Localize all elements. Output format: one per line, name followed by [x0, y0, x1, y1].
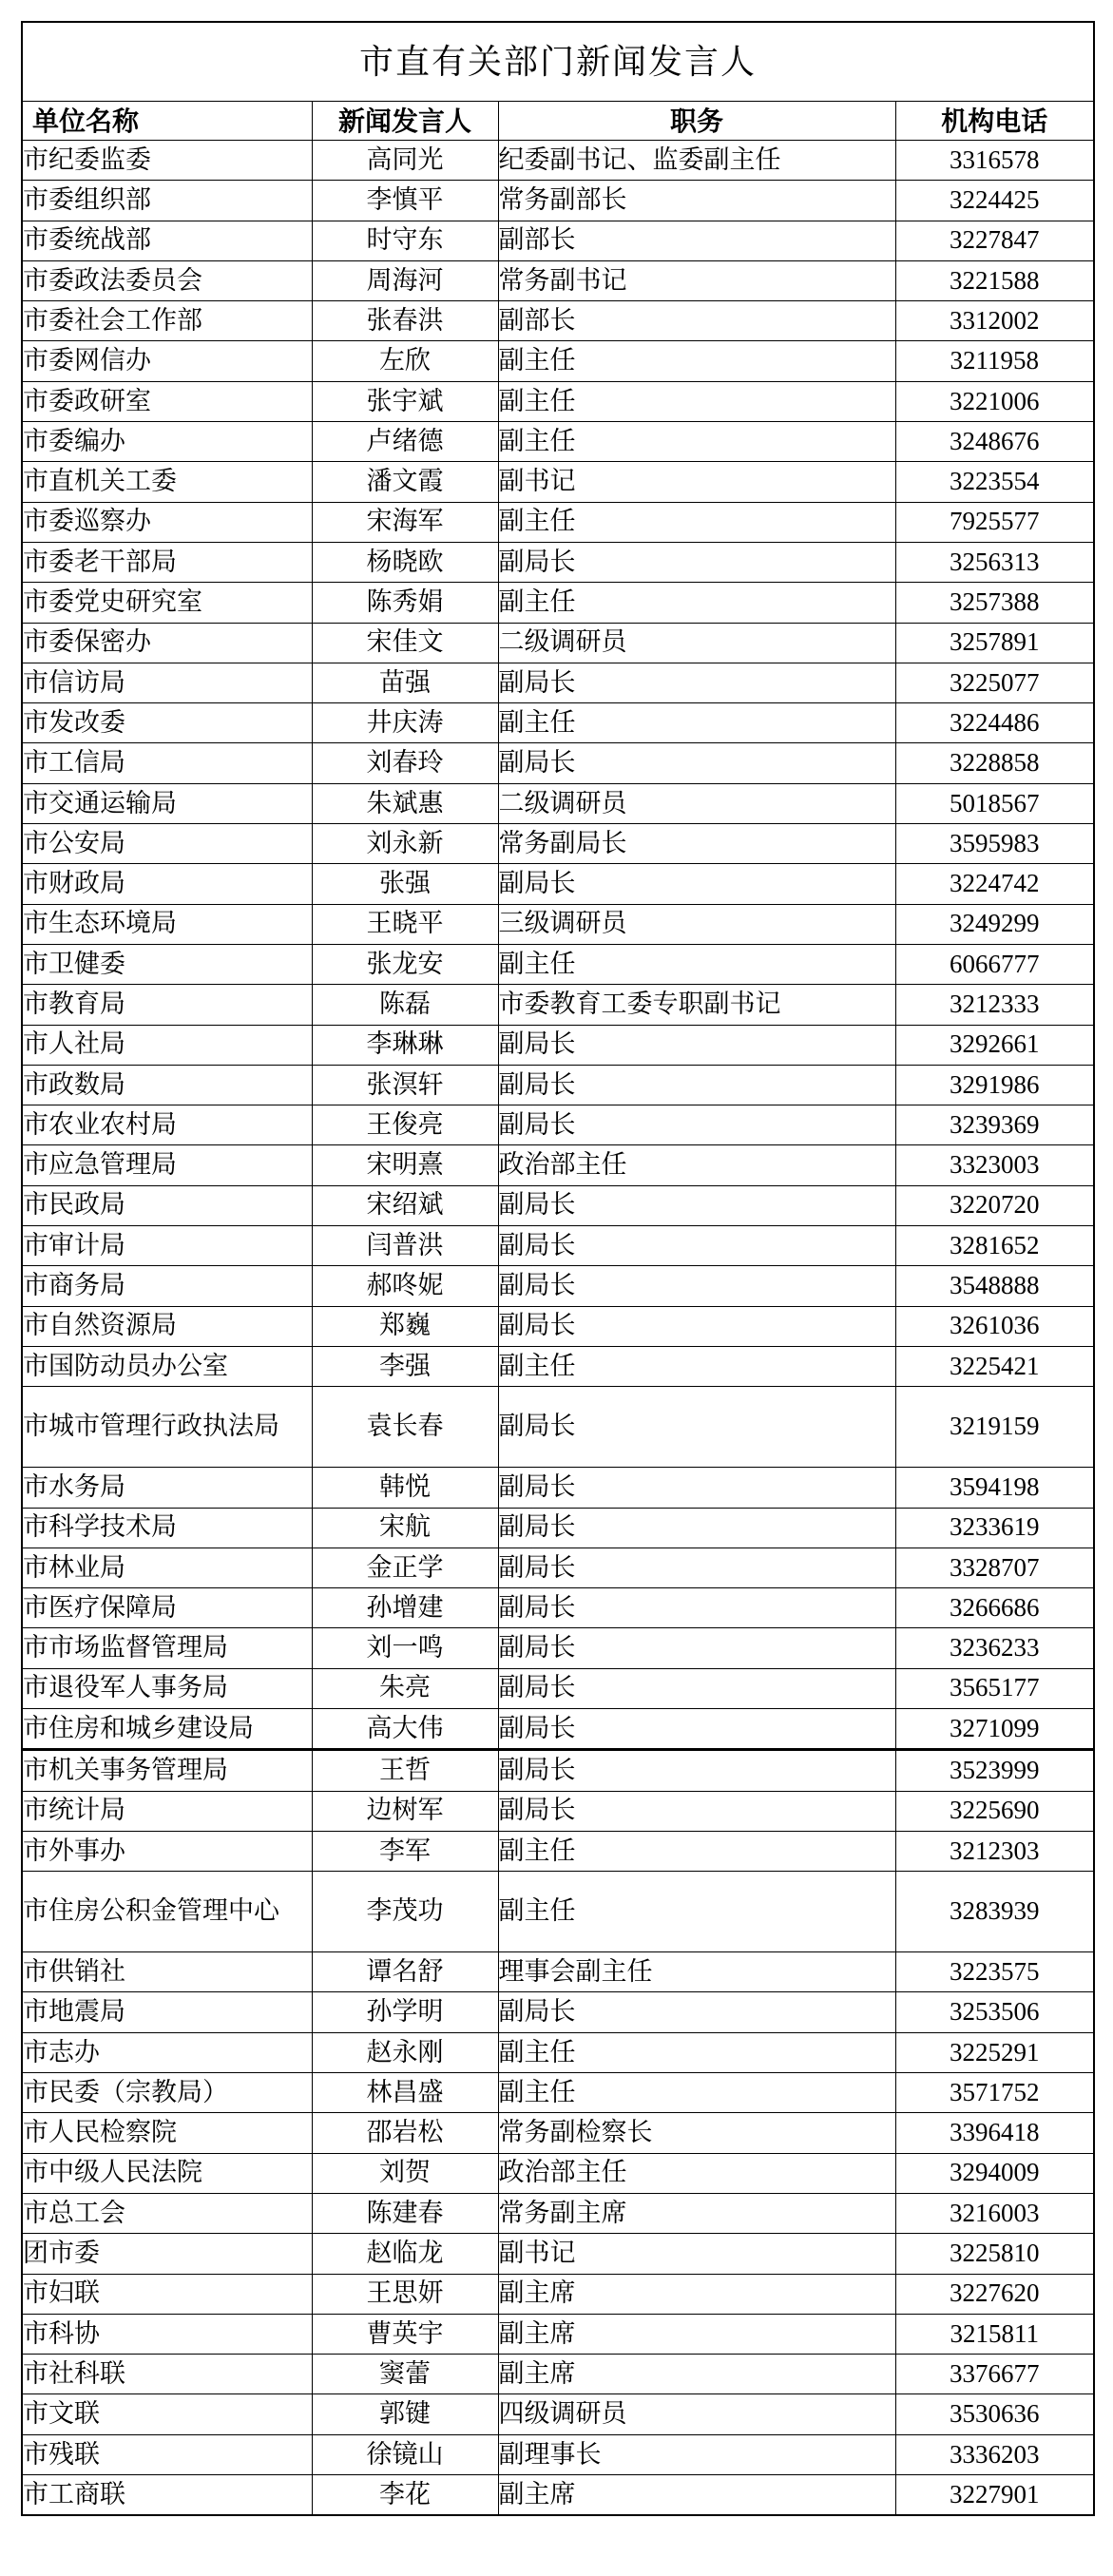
page-title: 市直有关部门新闻发言人	[22, 22, 1094, 102]
position-cell: 副局长	[498, 1708, 895, 1749]
position-cell: 副主席	[498, 2314, 895, 2354]
unit-name-cell: 市交通运输局	[22, 783, 312, 823]
unit-name-cell: 市信访局	[22, 663, 312, 702]
unit-name-cell: 市工信局	[22, 743, 312, 783]
phone-cell: 3223554	[895, 462, 1094, 502]
spokesperson-cell: 宋绍斌	[312, 1185, 498, 1225]
table-row	[22, 1468, 1094, 1508]
spokesperson-cell: 宋佳文	[312, 623, 498, 663]
unit-name-cell: 市统计局	[22, 1791, 312, 1831]
table-row	[22, 301, 1094, 341]
position-cell: 副主任	[498, 1346, 895, 1386]
table-row	[22, 1668, 1094, 1708]
spokesperson-cell: 陈建春	[312, 2193, 498, 2233]
position-cell: 副主席	[498, 2355, 895, 2394]
spokesperson-cell: 宋明熹	[312, 1145, 498, 1185]
spokesperson-cell: 张溟轩	[312, 1065, 498, 1105]
spokesperson-document	[21, 21, 1093, 2516]
phone-cell: 3228858	[895, 743, 1094, 783]
position-cell: 常务副部长	[498, 181, 895, 221]
table-row	[22, 904, 1094, 944]
phone-cell: 3283939	[895, 1872, 1094, 1952]
table-row	[22, 2153, 1094, 2193]
position-cell: 副局长	[498, 1065, 895, 1105]
phone-cell: 6066777	[895, 944, 1094, 984]
position-cell: 副局长	[498, 1508, 895, 1548]
spokesperson-cell: 井庆涛	[312, 703, 498, 743]
phone-cell: 3227620	[895, 2274, 1094, 2314]
position-cell: 副局长	[498, 1306, 895, 1346]
table-row	[22, 583, 1094, 623]
position-cell: 副局长	[498, 1750, 895, 1791]
position-cell: 副局长	[498, 1387, 895, 1468]
table-row	[22, 1628, 1094, 1668]
unit-name-cell: 市林业局	[22, 1548, 312, 1587]
unit-name-cell: 市发改委	[22, 703, 312, 743]
column-header-spokesperson: 新闻发言人	[312, 102, 498, 141]
unit-name-cell: 市应急管理局	[22, 1145, 312, 1185]
unit-name-cell: 市教育局	[22, 985, 312, 1025]
spokesperson-cell: 张强	[312, 864, 498, 904]
spokesperson-cell: 高大伟	[312, 1708, 498, 1749]
spokesperson-cell: 李慎平	[312, 181, 498, 221]
position-cell: 副局长	[498, 864, 895, 904]
table-row	[22, 1791, 1094, 1831]
position-cell: 副书记	[498, 2234, 895, 2274]
table-row	[22, 2234, 1094, 2274]
table-row	[22, 703, 1094, 743]
unit-name-cell: 市科协	[22, 2314, 312, 2354]
table-row	[22, 2073, 1094, 2113]
position-cell: 常务副局长	[498, 824, 895, 864]
table-row	[22, 462, 1094, 502]
unit-name-cell: 市委政研室	[22, 381, 312, 421]
spokesperson-cell: 窦蕾	[312, 2355, 498, 2394]
unit-name-cell: 市委编办	[22, 422, 312, 462]
spokesperson-cell: 李茂功	[312, 1872, 498, 1952]
position-cell: 副局长	[498, 1992, 895, 2032]
spokesperson-cell: 郭键	[312, 2394, 498, 2434]
unit-name-cell: 市供销社	[22, 1952, 312, 1992]
unit-name-cell: 市人民检察院	[22, 2113, 312, 2153]
table-row	[22, 221, 1094, 260]
phone-cell: 3253506	[895, 1992, 1094, 2032]
spokesperson-cell: 李军	[312, 1831, 498, 1871]
unit-name-cell: 市生态环境局	[22, 904, 312, 944]
unit-name-cell: 市总工会	[22, 2193, 312, 2233]
phone-cell: 3594198	[895, 1468, 1094, 1508]
spokesperson-cell: 赵永刚	[312, 2032, 498, 2072]
spokesperson-cell: 左欣	[312, 341, 498, 381]
table-row	[22, 1346, 1094, 1386]
spokesperson-cell: 陈秀娟	[312, 583, 498, 623]
position-cell: 副主任	[498, 1831, 895, 1871]
spokesperson-cell: 宋海军	[312, 502, 498, 542]
position-cell: 副主任	[498, 341, 895, 381]
table-row	[22, 1105, 1094, 1145]
phone-cell: 3257388	[895, 583, 1094, 623]
spokesperson-cell: 高同光	[312, 141, 498, 181]
table-row	[22, 864, 1094, 904]
unit-name-cell: 团市委	[22, 2234, 312, 2274]
phone-cell: 3523999	[895, 1750, 1094, 1791]
spokesperson-cell: 邵岩松	[312, 2113, 498, 2153]
phone-cell: 3216003	[895, 2193, 1094, 2233]
spokesperson-cell: 王晓平	[312, 904, 498, 944]
table-row	[22, 1065, 1094, 1105]
phone-cell: 3221006	[895, 381, 1094, 421]
table-row	[22, 1145, 1094, 1185]
table-row	[22, 1750, 1094, 1791]
table-row	[22, 985, 1094, 1025]
unit-name-cell: 市外事办	[22, 1831, 312, 1871]
phone-cell: 3233619	[895, 1508, 1094, 1548]
unit-name-cell: 市委政法委员会	[22, 260, 312, 300]
unit-name-cell: 市委统战部	[22, 221, 312, 260]
phone-cell: 3212333	[895, 985, 1094, 1025]
spokesperson-cell: 刘春玲	[312, 743, 498, 783]
phone-cell: 3548888	[895, 1266, 1094, 1306]
unit-name-cell: 市市场监督管理局	[22, 1628, 312, 1668]
phone-cell: 3266686	[895, 1588, 1094, 1628]
table-title-row	[22, 22, 1094, 102]
phone-cell: 3220720	[895, 1185, 1094, 1225]
spokesperson-cell: 张宇斌	[312, 381, 498, 421]
spokesperson-cell: 金正学	[312, 1548, 498, 1587]
phone-cell: 3323003	[895, 1145, 1094, 1185]
unit-name-cell: 市文联	[22, 2394, 312, 2434]
table-row	[22, 1952, 1094, 1992]
unit-name-cell: 市地震局	[22, 1992, 312, 2032]
position-cell: 副书记	[498, 462, 895, 502]
phone-cell: 3328707	[895, 1548, 1094, 1587]
spokesperson-cell: 郝咚妮	[312, 1266, 498, 1306]
spokesperson-cell: 张龙安	[312, 944, 498, 984]
spokesperson-cell: 孙增建	[312, 1588, 498, 1628]
position-cell: 副局长	[498, 1025, 895, 1065]
phone-cell: 3312002	[895, 301, 1094, 341]
table-row	[22, 743, 1094, 783]
spokesperson-cell: 王哲	[312, 1750, 498, 1791]
position-cell: 副主任	[498, 422, 895, 462]
table-row	[22, 2032, 1094, 2072]
table-row	[22, 824, 1094, 864]
table-row	[22, 944, 1094, 984]
table-row	[22, 2475, 1094, 2516]
spokesperson-cell: 边树军	[312, 1791, 498, 1831]
table-row	[22, 1226, 1094, 1266]
position-cell: 副主任	[498, 502, 895, 542]
position-cell: 副主席	[498, 2475, 895, 2516]
position-cell: 副局长	[498, 1628, 895, 1668]
unit-name-cell: 市纪委监委	[22, 141, 312, 181]
spokesperson-cell: 朱斌惠	[312, 783, 498, 823]
spokesperson-cell: 李强	[312, 1346, 498, 1386]
unit-name-cell: 市委保密办	[22, 623, 312, 663]
table-row	[22, 141, 1094, 181]
column-header-unit: 单位名称	[22, 102, 312, 141]
unit-name-cell: 市住房和城乡建设局	[22, 1708, 312, 1749]
table-row	[22, 502, 1094, 542]
table-row	[22, 2314, 1094, 2354]
unit-name-cell: 市公安局	[22, 824, 312, 864]
position-cell: 副局长	[498, 1468, 895, 1508]
position-cell: 理事会副主任	[498, 1952, 895, 1992]
unit-name-cell: 市志办	[22, 2032, 312, 2072]
position-cell: 副局长	[498, 1266, 895, 1306]
position-cell: 副局长	[498, 1226, 895, 1266]
table-row	[22, 1025, 1094, 1065]
phone-cell: 3223575	[895, 1952, 1094, 1992]
position-cell: 副主任	[498, 2032, 895, 2072]
phone-cell: 3271099	[895, 1708, 1094, 1749]
unit-name-cell: 市工商联	[22, 2475, 312, 2516]
position-cell: 三级调研员	[498, 904, 895, 944]
spokesperson-cell: 李琳琳	[312, 1025, 498, 1065]
table-row	[22, 1266, 1094, 1306]
unit-name-cell: 市国防动员办公室	[22, 1346, 312, 1386]
spokesperson-cell: 潘文霞	[312, 462, 498, 502]
column-header-position: 职务	[498, 102, 895, 141]
phone-cell: 3225077	[895, 663, 1094, 702]
phone-cell: 3219159	[895, 1387, 1094, 1468]
phone-cell: 3281652	[895, 1226, 1094, 1266]
unit-name-cell: 市农业农村局	[22, 1105, 312, 1145]
spokesperson-cell: 王俊亮	[312, 1105, 498, 1145]
phone-cell: 3316578	[895, 141, 1094, 181]
phone-cell: 3225690	[895, 1791, 1094, 1831]
spokesperson-cell: 刘一鸣	[312, 1628, 498, 1668]
phone-cell: 3239369	[895, 1105, 1094, 1145]
spokesperson-cell: 朱亮	[312, 1668, 498, 1708]
spokesperson-cell: 谭名舒	[312, 1952, 498, 1992]
table-row	[22, 542, 1094, 582]
table-body	[22, 141, 1094, 2516]
phone-cell: 3261036	[895, 1306, 1094, 1346]
phone-cell: 3224425	[895, 181, 1094, 221]
phone-cell: 3225810	[895, 2234, 1094, 2274]
unit-name-cell: 市人社局	[22, 1025, 312, 1065]
table-row	[22, 663, 1094, 702]
position-cell: 副局长	[498, 542, 895, 582]
unit-name-cell: 市自然资源局	[22, 1306, 312, 1346]
table-row	[22, 1992, 1094, 2032]
position-cell: 副局长	[498, 1185, 895, 1225]
spokesperson-cell: 袁长春	[312, 1387, 498, 1468]
position-cell: 副主任	[498, 583, 895, 623]
position-cell: 副局长	[498, 1548, 895, 1587]
unit-name-cell: 市政数局	[22, 1065, 312, 1105]
table-row	[22, 422, 1094, 462]
unit-name-cell: 市民委（宗教局）	[22, 2073, 312, 2113]
table-row	[22, 1708, 1094, 1749]
position-cell: 副部长	[498, 301, 895, 341]
table-row	[22, 783, 1094, 823]
table-row	[22, 1508, 1094, 1548]
phone-cell: 3291986	[895, 1065, 1094, 1105]
column-header-phone: 机构电话	[895, 102, 1094, 141]
position-cell: 常务副主席	[498, 2193, 895, 2233]
phone-cell: 3530636	[895, 2394, 1094, 2434]
phone-cell: 3212303	[895, 1831, 1094, 1871]
table-row	[22, 1548, 1094, 1587]
spokesperson-cell: 林昌盛	[312, 2073, 498, 2113]
table-row	[22, 1185, 1094, 1225]
spokesperson-cell: 赵临龙	[312, 2234, 498, 2274]
unit-name-cell: 市委巡察办	[22, 502, 312, 542]
position-cell: 副局长	[498, 1668, 895, 1708]
unit-name-cell: 市直机关工委	[22, 462, 312, 502]
unit-name-cell: 市妇联	[22, 2274, 312, 2314]
table-row	[22, 2394, 1094, 2434]
unit-name-cell: 市委老干部局	[22, 542, 312, 582]
unit-name-cell: 市科学技术局	[22, 1508, 312, 1548]
spokesperson-cell: 郑巍	[312, 1306, 498, 1346]
phone-cell: 3565177	[895, 1668, 1094, 1708]
phone-cell: 3224742	[895, 864, 1094, 904]
unit-name-cell: 市委社会工作部	[22, 301, 312, 341]
spokesperson-cell: 孙学明	[312, 1992, 498, 2032]
unit-name-cell: 市委组织部	[22, 181, 312, 221]
spokesperson-cell: 杨晓欧	[312, 542, 498, 582]
position-cell: 副局长	[498, 1588, 895, 1628]
position-cell: 副主任	[498, 2073, 895, 2113]
position-cell: 常务副检察长	[498, 2113, 895, 2153]
phone-cell: 3224486	[895, 703, 1094, 743]
phone-cell: 3248676	[895, 422, 1094, 462]
spokesperson-cell: 苗强	[312, 663, 498, 702]
position-cell: 副理事长	[498, 2434, 895, 2474]
table-row	[22, 1306, 1094, 1346]
position-cell: 常务副书记	[498, 260, 895, 300]
unit-name-cell: 市中级人民法院	[22, 2153, 312, 2193]
position-cell: 二级调研员	[498, 623, 895, 663]
position-cell: 副局长	[498, 1791, 895, 1831]
position-cell: 副主任	[498, 381, 895, 421]
unit-name-cell: 市退役军人事务局	[22, 1668, 312, 1708]
position-cell: 副主任	[498, 944, 895, 984]
position-cell: 副局长	[498, 663, 895, 702]
unit-name-cell: 市机关事务管理局	[22, 1750, 312, 1791]
phone-cell: 3227847	[895, 221, 1094, 260]
spokesperson-cell: 王思妍	[312, 2274, 498, 2314]
spokesperson-cell: 闫普洪	[312, 1226, 498, 1266]
unit-name-cell: 市残联	[22, 2434, 312, 2474]
position-cell: 市委教育工委专职副书记	[498, 985, 895, 1025]
unit-name-cell: 市财政局	[22, 864, 312, 904]
position-cell: 政治部主任	[498, 1145, 895, 1185]
unit-name-cell: 市卫健委	[22, 944, 312, 984]
table-row	[22, 260, 1094, 300]
table-row	[22, 2274, 1094, 2314]
position-cell: 副主席	[498, 2274, 895, 2314]
table-row	[22, 2193, 1094, 2233]
spokesperson-cell: 陈磊	[312, 985, 498, 1025]
table-row	[22, 2434, 1094, 2474]
position-cell: 二级调研员	[498, 783, 895, 823]
table-row	[22, 2113, 1094, 2153]
position-cell: 副主任	[498, 703, 895, 743]
spokesperson-cell: 刘永新	[312, 824, 498, 864]
position-cell: 副部长	[498, 221, 895, 260]
spokesperson-cell: 卢绪德	[312, 422, 498, 462]
position-cell: 政治部主任	[498, 2153, 895, 2193]
spokesperson-cell: 李花	[312, 2475, 498, 2516]
phone-cell: 3595983	[895, 824, 1094, 864]
unit-name-cell: 市医疗保障局	[22, 1588, 312, 1628]
table-row	[22, 1831, 1094, 1871]
phone-cell: 3376677	[895, 2355, 1094, 2394]
position-cell: 纪委副书记、监委副主任	[498, 141, 895, 181]
unit-name-cell: 市商务局	[22, 1266, 312, 1306]
phone-cell: 3294009	[895, 2153, 1094, 2193]
phone-cell: 7925577	[895, 502, 1094, 542]
phone-cell: 3571752	[895, 2073, 1094, 2113]
table-row	[22, 181, 1094, 221]
spokesperson-cell: 周海河	[312, 260, 498, 300]
unit-name-cell: 市城市管理行政执法局	[22, 1387, 312, 1468]
spokesperson-cell: 曹英宇	[312, 2314, 498, 2354]
spokesperson-cell: 时守东	[312, 221, 498, 260]
unit-name-cell: 市社科联	[22, 2355, 312, 2394]
phone-cell: 3215811	[895, 2314, 1094, 2354]
unit-name-cell: 市委网信办	[22, 341, 312, 381]
spokesperson-cell: 刘贺	[312, 2153, 498, 2193]
position-cell: 副局长	[498, 1105, 895, 1145]
phone-cell: 3236233	[895, 1628, 1094, 1668]
table-row	[22, 341, 1094, 381]
phone-cell: 3225421	[895, 1346, 1094, 1386]
phone-cell: 3396418	[895, 2113, 1094, 2153]
unit-name-cell: 市民政局	[22, 1185, 312, 1225]
table-row	[22, 1872, 1094, 1952]
table-row	[22, 2355, 1094, 2394]
position-cell: 副主任	[498, 1872, 895, 1952]
spokesperson-cell: 徐镜山	[312, 2434, 498, 2474]
phone-cell: 3336203	[895, 2434, 1094, 2474]
unit-name-cell: 市住房公积金管理中心	[22, 1872, 312, 1952]
unit-name-cell: 市水务局	[22, 1468, 312, 1508]
phone-cell: 3256313	[895, 542, 1094, 582]
spokesperson-cell: 韩悦	[312, 1468, 498, 1508]
spokesperson-cell: 宋航	[312, 1508, 498, 1548]
table-row	[22, 623, 1094, 663]
unit-name-cell: 市审计局	[22, 1226, 312, 1266]
unit-name-cell: 市委党史研究室	[22, 583, 312, 623]
table-row	[22, 381, 1094, 421]
spokesperson-table	[21, 21, 1095, 2516]
phone-cell: 3257891	[895, 623, 1094, 663]
table-row	[22, 1387, 1094, 1468]
position-cell: 四级调研员	[498, 2394, 895, 2434]
position-cell: 副局长	[498, 743, 895, 783]
phone-cell: 3292661	[895, 1025, 1094, 1065]
spokesperson-cell: 张春洪	[312, 301, 498, 341]
phone-cell: 3227901	[895, 2475, 1094, 2516]
phone-cell: 3225291	[895, 2032, 1094, 2072]
phone-cell: 3221588	[895, 260, 1094, 300]
column-header-row	[22, 102, 1094, 141]
phone-cell: 5018567	[895, 783, 1094, 823]
table-row	[22, 1588, 1094, 1628]
phone-cell: 3211958	[895, 341, 1094, 381]
phone-cell: 3249299	[895, 904, 1094, 944]
